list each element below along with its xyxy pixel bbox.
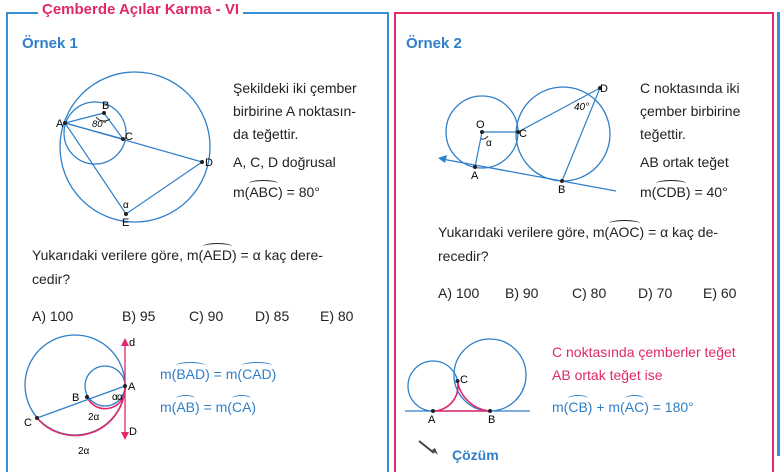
ex2-option-c[interactable]: C) 80 xyxy=(572,285,607,301)
fig3-label-b: B xyxy=(558,184,566,196)
ex2-note-formula xyxy=(552,398,694,416)
ex1-option-e[interactable]: E) 80 xyxy=(320,308,354,324)
fig2-label-c: C xyxy=(24,417,32,429)
ex1-given-suffix: ) = 80° xyxy=(278,184,320,200)
ex2-statement-2: çember birbirine xyxy=(640,103,741,119)
note1-m1: m( xyxy=(160,366,177,382)
ex2-option-e[interactable]: E) 60 xyxy=(703,285,737,301)
pencil-icon xyxy=(416,438,442,456)
fig1-label-a: A xyxy=(56,118,64,130)
fig2-label-a: A xyxy=(128,381,136,393)
ex1-given-arc: ABC xyxy=(249,184,279,200)
ex1-question xyxy=(32,246,323,264)
fig3-label-o: O xyxy=(476,119,485,131)
ex1-given-prefix: m( xyxy=(233,184,250,200)
ex1-given xyxy=(233,183,320,201)
example-2-hint-figure xyxy=(400,335,540,430)
fig4-label-c: C xyxy=(460,374,468,386)
example-2-figure xyxy=(400,70,630,200)
fig2-label-d-line: d xyxy=(129,337,136,349)
ex1-question-suffix: ) = α kaç dere- xyxy=(231,247,323,263)
example-2-title: Örnek 2 xyxy=(406,35,462,52)
fig1-label-c: C xyxy=(125,131,133,143)
ex1-option-d[interactable]: D) 85 xyxy=(255,308,290,324)
ex1-note-line1 xyxy=(160,365,276,383)
header-rule xyxy=(265,12,386,13)
fig2-alpha-1: α xyxy=(112,392,118,403)
ex2-question-suffix: ) = α kaç de- xyxy=(639,224,719,240)
ex2-note-line2: AB ortak teğet ise xyxy=(552,367,663,383)
formula-arc2: AC xyxy=(624,399,645,415)
fig4-label-a: A xyxy=(428,414,436,426)
note1-mid: ) = m( xyxy=(205,366,243,382)
ex2-option-d[interactable]: D) 70 xyxy=(638,285,673,301)
ex1-question-prefix: Yukarıdaki verilere göre, m( xyxy=(32,247,204,263)
ex2-option-a[interactable]: A) 100 xyxy=(438,285,480,301)
fig2-alpha-2: α xyxy=(117,392,123,403)
ex1-collinear: A, C, D doğrusal xyxy=(233,154,336,170)
ex2-tangent: AB ortak teğet xyxy=(640,154,729,170)
fig1-angle-label: 80° xyxy=(92,119,107,130)
fig2-label-b: B xyxy=(72,392,80,404)
ex2-given xyxy=(640,183,728,201)
note2-mid: ) = m( xyxy=(195,399,232,415)
formula-mid: ) + m( xyxy=(587,399,625,415)
fig3-label-d: D xyxy=(600,83,608,95)
fig1-alpha-label: α xyxy=(123,200,129,211)
ex1-question-arc: AED xyxy=(203,247,232,263)
ex1-option-b[interactable]: B) 95 xyxy=(122,308,156,324)
ex2-given-suffix: ) = 40° xyxy=(685,184,728,200)
ex2-note-line1: C noktasında çemberler teğet xyxy=(552,344,736,360)
note2-arc2: CA xyxy=(231,399,252,415)
ex1-option-c[interactable]: C) 90 xyxy=(189,308,224,324)
page-title: Çemberde Açılar Karma - VI xyxy=(38,1,243,18)
fig2-label-d-point: D xyxy=(129,426,137,438)
fig2-two-alpha-inner: 2α xyxy=(88,412,100,423)
ex1-option-a[interactable]: A) 100 xyxy=(32,308,74,324)
ex2-question-prefix: Yukarıdaki verilere göre, m( xyxy=(438,224,610,240)
formula-arc1: CB xyxy=(568,399,588,415)
example-1-title: Örnek 1 xyxy=(22,35,78,52)
ex2-option-b[interactable]: B) 90 xyxy=(505,285,539,301)
ex2-question-line2: recedir? xyxy=(438,248,489,264)
note1-arc2: CAD xyxy=(242,366,272,382)
ex2-statement-3: teğettir. xyxy=(640,126,686,142)
ex1-question-line2: cedir? xyxy=(32,271,71,287)
fig4-label-b: B xyxy=(488,414,496,426)
example-1-hint-figure xyxy=(0,330,150,456)
note2-arc1: AB xyxy=(176,399,196,415)
ex2-statement-1: C noktasında iki xyxy=(640,80,740,96)
ex2-given-arc: CDB xyxy=(656,184,686,200)
ex1-statement-3: da teğettir. xyxy=(233,126,299,142)
fig1-label-b: B xyxy=(102,100,110,112)
fig1-label-d: D xyxy=(205,157,213,169)
note1-end: ) xyxy=(271,366,277,382)
cut-solution-text: Çözüm xyxy=(452,447,499,463)
formula-m1: m( xyxy=(552,399,569,415)
ex1-note-line2 xyxy=(160,398,256,416)
note1-arc1: BAD xyxy=(176,366,206,382)
fig3-label-c: C xyxy=(519,128,527,140)
ex1-statement-1: Şekildeki iki çember xyxy=(233,80,357,96)
note2-end: ) xyxy=(251,399,257,415)
fig3-alpha-label: α xyxy=(486,138,492,149)
fig1-label-e: E xyxy=(122,217,130,229)
ex2-given-prefix: m( xyxy=(640,184,657,200)
fig3-label-a: A xyxy=(471,170,479,182)
ex2-question xyxy=(438,223,718,241)
ex1-statement-2: birbirine A noktasın- xyxy=(233,103,356,119)
fig3-angle-label: 40° xyxy=(574,102,590,113)
example-1-figure xyxy=(0,0,225,230)
note2-m1: m( xyxy=(160,399,177,415)
ex2-question-arc: AOC xyxy=(609,224,640,240)
formula-end: ) = 180° xyxy=(644,399,694,415)
fig2-two-alpha-outer: 2α xyxy=(78,446,90,457)
